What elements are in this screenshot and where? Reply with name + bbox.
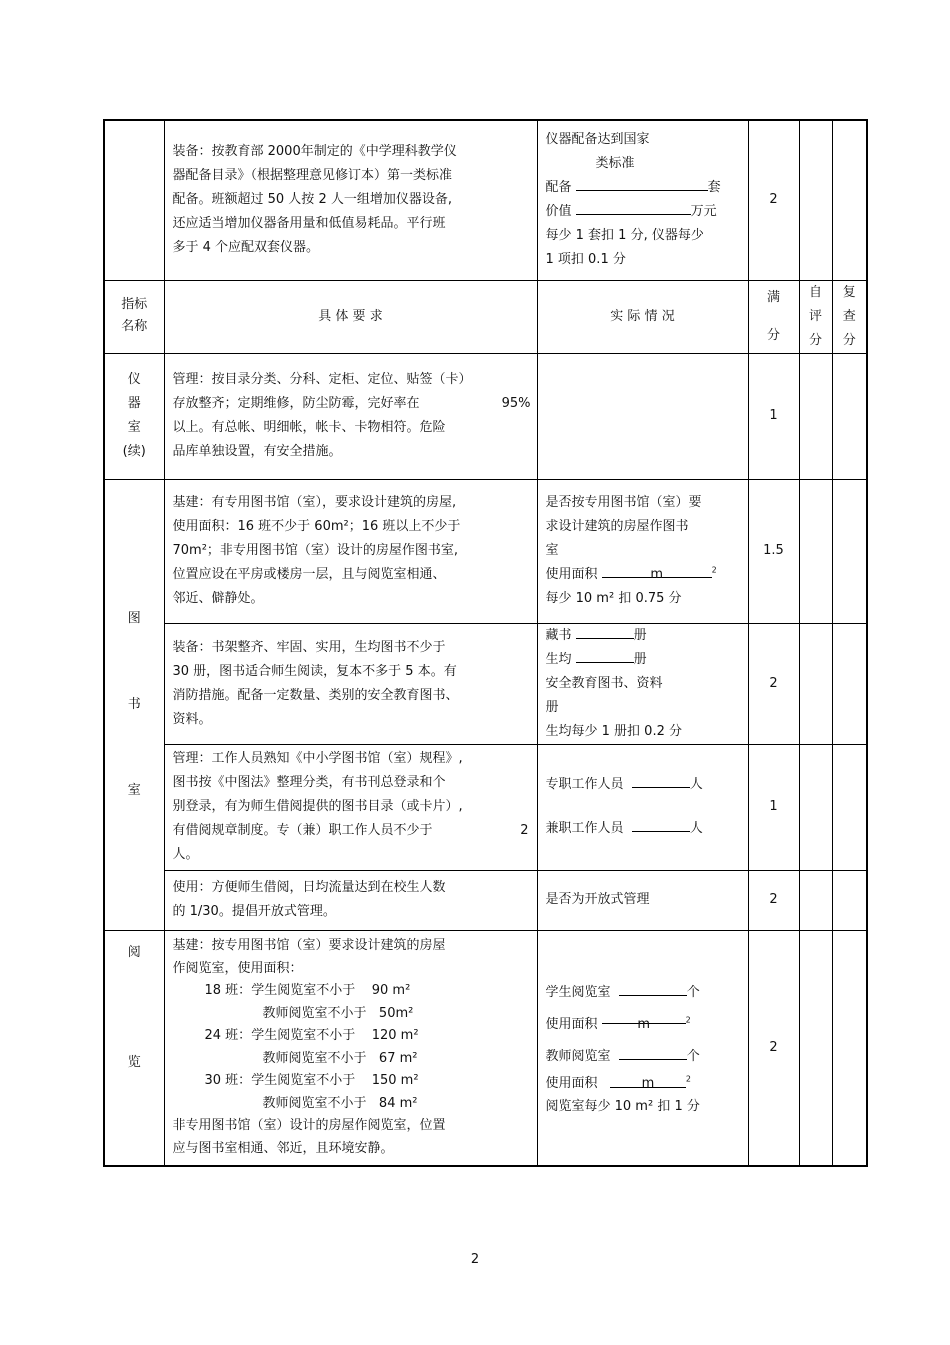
indicator-cell: 仪 器 室 (续)	[104, 353, 164, 479]
header-row	[104, 280, 867, 353]
actual-cell	[537, 353, 748, 479]
table-row	[104, 744, 867, 870]
student-room-count[interactable]	[619, 981, 687, 996]
actual-cell: 藏书 册 生均 册 安全教育图书、资料 册 生均每少 1 册扣 0.2 分	[537, 623, 748, 744]
teacher-room-area[interactable]: m	[610, 1073, 686, 1088]
review-score	[832, 120, 867, 280]
table-row	[104, 479, 867, 623]
student-room-area[interactable]: m	[602, 1009, 686, 1024]
requirement-cell: 基建：按专用图书馆（室）要求设计建筑的房屋 作阅览室，使用面积： 18 班：学生阅览室不小于 90 m² 教师阅览室不小于 50m² 24 班：学生阅览室不小于 120 m² 教师阅览室不小于 67 m² 30 班：学生阅览室不小于 150 m² 教师阅览室不小于 84 m² 非专用图书馆（室）设计的房屋作阅览室，位置 应与图书室相通、邻近，且环境安静。	[164, 930, 537, 1166]
header-review-score: 复 查 分	[832, 280, 867, 353]
indicator-cell-reading: 阅 览	[104, 930, 164, 1166]
full-score: 2	[748, 120, 799, 280]
parttime-staff-field[interactable]	[632, 817, 690, 832]
full-score: 2	[748, 623, 799, 744]
full-score: 2	[748, 870, 799, 930]
header-requirement: 具 体 要 求	[164, 280, 537, 353]
fulltime-staff-field[interactable]	[632, 773, 690, 788]
area-field[interactable]: m	[602, 563, 712, 578]
table-row	[104, 623, 867, 744]
table-row	[104, 353, 867, 479]
table-row	[104, 930, 867, 1166]
table-row	[104, 120, 867, 280]
header-actual: 实 际 情 况	[537, 280, 748, 353]
books-field[interactable]	[576, 624, 634, 639]
header-indicator: 指标名称	[104, 280, 164, 353]
indicator-cell-library: 图 书 室	[104, 479, 164, 930]
header-self-score: 自 评 分	[799, 280, 832, 353]
blank-field[interactable]	[576, 200, 691, 215]
full-score: 1.5	[748, 479, 799, 623]
evaluation-table	[103, 119, 868, 1167]
full-score: 1	[748, 744, 799, 870]
requirement-cell: 管理：工作人员熟知《中小学图书馆（室）规程》, 图书按《中图法》整理分类，有书刊总登录和个 别登录，有为师生借阅提供的图书目录（或卡片）, 有借阅规章制度。专（兼）职工作人员不少于 2 人。	[164, 744, 537, 870]
page-number: 2	[470, 1252, 480, 1267]
per-student-field[interactable]	[576, 648, 634, 663]
actual-cell: 是否按专用图书馆（室）要 求设计建筑的房屋作图书 室 使用面积 m $^2$ 每少 10 m² 扣 0.75 分	[537, 479, 748, 623]
actual-cell: 仪器配备达到国家 类标准 配备 套 价值 万元 每少 1 套扣 1 分, 仪器每少 1 项扣 0.1 分	[537, 120, 748, 280]
requirement-cell: 装备：按教育部 2000年制定的《中学理科教学仪 器配备目录》（根据整理意见修订本）第一类标准 配备。班额超过 50 人按 2 人一组增加仪器设备, 还应适当增加仪器备用量和低值易耗品。平行班 多于 4 个应配双套仪器。	[164, 120, 537, 280]
header-full-score: 满 分	[748, 280, 799, 353]
table-row	[104, 870, 867, 930]
requirement-cell: 基建：有专用图书馆（室），要求设计建筑的房屋, 使用面积：16 班不少于 60m²；16 班以上不少于 70m²；非专用图书馆（室）设计的房屋作图书室, 位置应设在平房或楼房一层，且与阅览室相通、 邻近、僻静处。	[164, 479, 537, 623]
actual-cell: 专职工作人员 人 兼职工作人员 人	[537, 744, 748, 870]
requirement-cell: 装备：书架整齐、牢固、实用，生均图书不少于 30 册，图书适合师生阅读，复本不多于 5 本。有 消防措施。配备一定数量、类别的安全教育图书、 资料。	[164, 623, 537, 744]
requirement-cell: 使用：方便师生借阅，日均流量达到在校生人数 的 1/30。提倡开放式管理。	[164, 870, 537, 930]
self-score	[799, 120, 832, 280]
actual-cell: 学生阅览室 个 使用面积 m $^2$ 教师阅览室 个 使用面积 m $^2$ 阅览室每少 10 m² 扣 1 分	[537, 930, 748, 1166]
teacher-room-count[interactable]	[619, 1045, 687, 1060]
full-score: 2	[748, 930, 799, 1166]
full-score: 1	[748, 353, 799, 479]
requirement-cell: 管理：按目录分类、分科、定柜、定位、贴签（卡） 存放整齐；定期维修，防尘防霉，完好率在 95% 以上。有总帐、明细帐，帐卡、卡物相符。危险 品库单独设置，有安全措施。	[164, 353, 537, 479]
actual-cell: 是否为开放式管理	[537, 870, 748, 930]
indicator-cell	[104, 120, 164, 280]
blank-field[interactable]	[576, 176, 708, 191]
